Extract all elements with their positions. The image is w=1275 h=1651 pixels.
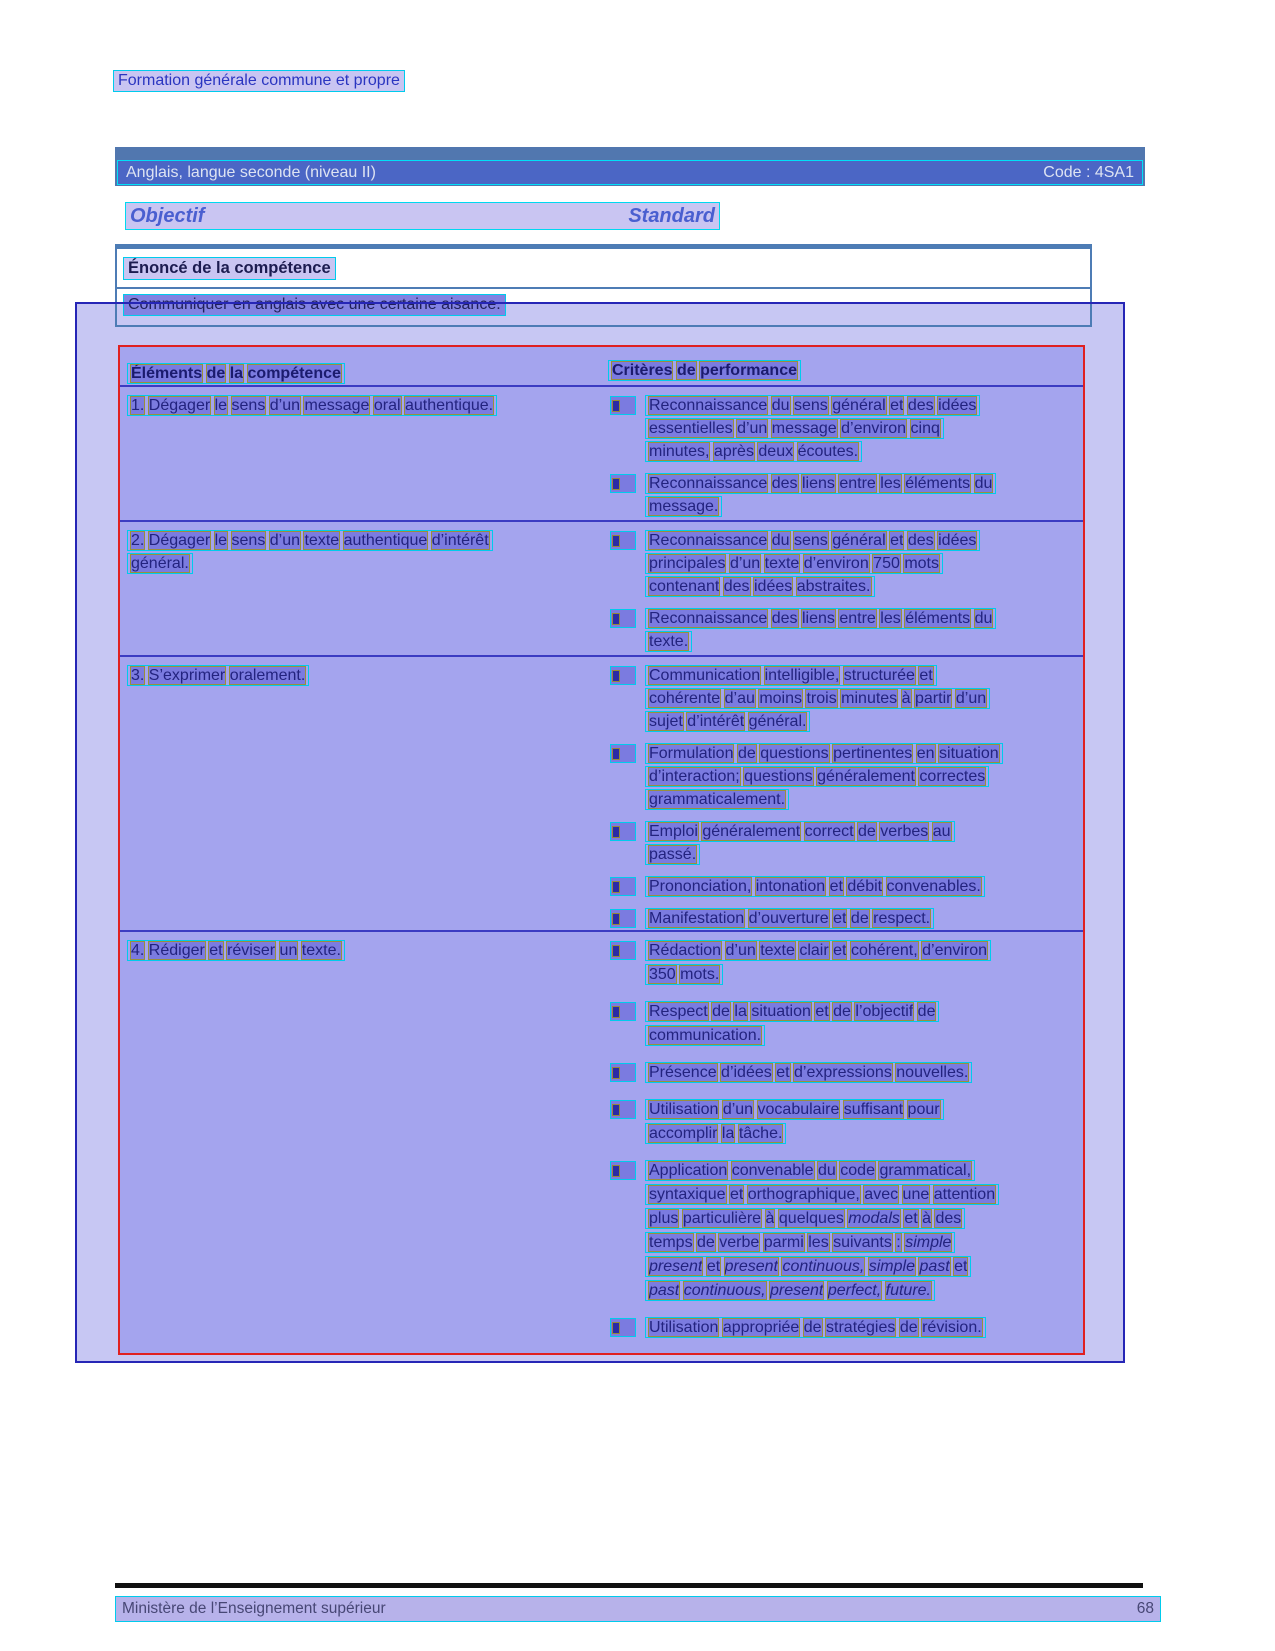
criteria-text: Communication intelligible, structurée et cohérente d’au moins trois minutes à partir d’un sujet d’intérêt général.	[645, 665, 990, 732]
criteria-text: Présence d’idées et d’expressions nouvelles.	[645, 1062, 972, 1083]
bullet-icon	[610, 941, 636, 960]
bullet-square-icon	[613, 1105, 619, 1115]
criteria-cell	[604, 522, 1083, 655]
footer-band	[115, 1596, 1161, 1622]
bullet-icon	[610, 609, 636, 628]
criteria-text-wrap	[645, 1098, 1079, 1146]
competence-statement: Communiquer en anglais avec une certaine aisance.	[123, 294, 506, 316]
criteria-text-wrap	[645, 607, 1079, 653]
table-row	[120, 520, 1083, 655]
bullet-square-icon	[613, 914, 619, 924]
criteria-bullet	[608, 664, 1079, 733]
criteria-cell	[604, 657, 1083, 930]
criteria-text: Respect de la situation et de l’objectif de communication.	[645, 1001, 939, 1046]
section-heading-band	[125, 202, 720, 230]
table-row	[120, 385, 1083, 520]
criteria-text: Prononciation, intonation et débit convenables.	[645, 876, 985, 897]
course-code: Code : 4SA1	[1043, 163, 1134, 181]
bullet-icon	[610, 666, 636, 685]
criteria-text: Utilisation appropriée de stratégies de révision.	[645, 1317, 986, 1338]
criteria-text-wrap	[645, 1316, 1079, 1340]
bullet-square-icon	[613, 827, 619, 837]
bullet-icon	[610, 474, 636, 493]
criteria-text-wrap	[645, 472, 1079, 518]
elements-header-cell	[120, 355, 604, 385]
criteria-text-wrap	[645, 394, 1079, 463]
criteria-bullet	[608, 1159, 1079, 1303]
bullet-icon	[610, 396, 636, 415]
course-header-bar	[115, 147, 1145, 186]
footer-rule	[115, 1583, 1143, 1588]
bullet-icon	[610, 1318, 636, 1337]
bullet-icon	[610, 1161, 636, 1180]
criteria-text: Reconnaissance du sens général et des idées essentielles d’un message d’environ cinq minutes, après deux écoutes.	[645, 395, 980, 462]
bullet-square-icon	[613, 1323, 619, 1333]
criteria-text: Emploi généralement correct de verbes au passé.	[645, 821, 955, 865]
table-row	[120, 655, 1083, 930]
criteria-text-wrap	[645, 1000, 1079, 1048]
bullet-icon	[610, 1100, 636, 1119]
top-label-wrap	[113, 70, 405, 92]
element-text: 4. Rédiger et réviser un texte.	[127, 940, 345, 961]
criteria-text: Reconnaissance des liens entre les éléments du message.	[645, 473, 996, 517]
bullet-square-icon	[613, 1166, 619, 1176]
element-cell	[120, 387, 604, 520]
table-row	[120, 930, 1083, 1355]
criteria-bullet	[608, 472, 1079, 518]
criteria-text-wrap	[645, 907, 1079, 930]
criteria-text: Formulation de questions pertinentes en situation d’interaction; questions généralement correctes grammaticalement.	[645, 743, 1003, 810]
bullet-square-icon	[613, 1068, 619, 1078]
criteria-bullet	[608, 607, 1079, 653]
bullet-icon	[610, 909, 636, 928]
element-cell	[120, 657, 604, 930]
criteria-text: Reconnaissance du sens général et des idées principales d’un texte d’environ 750 mots contenant des idées abstraites.	[645, 530, 980, 597]
bullet-square-icon	[613, 671, 619, 681]
criteria-text: Utilisation d’un vocabulaire suffisant pour accomplir la tâche.	[645, 1099, 944, 1144]
bullet-square-icon	[613, 536, 619, 546]
element-text: 1. Dégager le sens d’un message oral authentique.	[127, 395, 497, 416]
competence-box	[115, 244, 1092, 327]
element-text: 2. Dégager le sens d’un texte authentique d’intérêt général.	[127, 530, 493, 574]
criteria-bullet	[608, 742, 1079, 811]
criteria-text-wrap	[645, 742, 1079, 811]
course-header-strip	[117, 160, 1143, 185]
elements-header: Éléments de la compétence	[127, 363, 345, 384]
criteria-bullet	[608, 1000, 1079, 1048]
course-title: Anglais, langue seconde (niveau II)	[126, 163, 376, 181]
bullet-square-icon	[613, 479, 619, 489]
program-label: Formation générale commune et propre	[113, 70, 405, 92]
bullet-square-icon	[613, 946, 619, 956]
bullet-square-icon	[613, 614, 619, 624]
objectif-heading: Objectif	[130, 204, 205, 227]
criteria-bullet	[608, 875, 1079, 898]
criteria-bullet	[608, 394, 1079, 463]
standard-heading: Standard	[628, 204, 715, 227]
criteria-table	[118, 345, 1085, 1355]
criteria-text-wrap	[645, 1061, 1079, 1085]
bullet-icon	[610, 822, 636, 841]
criteria-text-wrap	[645, 1159, 1079, 1303]
competence-title: Énoncé de la compétence	[123, 257, 336, 280]
criteria-cell	[604, 932, 1083, 1355]
bullet-square-icon	[613, 1007, 619, 1017]
bullet-square-icon	[613, 749, 619, 759]
criteria-text: Rédaction d’un texte clair et cohérent, d’environ 350 mots.	[645, 940, 991, 985]
criteria-text-wrap	[645, 820, 1079, 866]
bullet-square-icon	[613, 401, 619, 411]
criteria-bullet	[608, 1098, 1079, 1146]
competence-title-row	[117, 249, 1090, 289]
criteria-header-cell	[604, 355, 1083, 385]
bullet-icon	[610, 1063, 636, 1082]
criteria-bullet	[608, 529, 1079, 598]
element-cell	[120, 522, 604, 655]
bullet-icon	[610, 1002, 636, 1021]
criteria-header: Critères de performance	[608, 360, 801, 381]
table-header-row	[120, 347, 1083, 385]
footer-org: Ministère de l’Enseignement supérieur	[122, 1600, 386, 1617]
criteria-bullet	[608, 1316, 1079, 1340]
criteria-text-wrap	[645, 939, 1079, 987]
criteria-text: Application convenable du code grammatical, syntaxique et orthographique, avec une attention plus particulière à quelques modals et à des temps de verbe parmi les suivants : simple present et present continuous, simple past et past continuous, present perfect, future.	[645, 1160, 999, 1301]
criteria-bullet	[608, 1061, 1079, 1085]
competence-statement-row	[117, 289, 1090, 316]
bullet-icon	[610, 744, 636, 763]
bullet-icon	[610, 531, 636, 550]
criteria-text-wrap	[645, 529, 1079, 598]
criteria-bullet	[608, 907, 1079, 930]
criteria-text-wrap	[645, 664, 1079, 733]
element-cell	[120, 932, 604, 1355]
criteria-bullet	[608, 939, 1079, 987]
footer-page-number: 68	[1136, 1600, 1154, 1617]
bullet-icon	[610, 877, 636, 896]
element-text: 3. S’exprimer oralement.	[127, 665, 309, 686]
criteria-text: Reconnaissance des liens entre les éléments du texte.	[645, 608, 996, 652]
criteria-cell	[604, 387, 1083, 520]
bullet-square-icon	[613, 882, 619, 892]
criteria-bullet	[608, 820, 1079, 866]
criteria-text-wrap	[645, 875, 1079, 898]
criteria-text: Manifestation d’ouverture et de respect.	[645, 908, 934, 929]
